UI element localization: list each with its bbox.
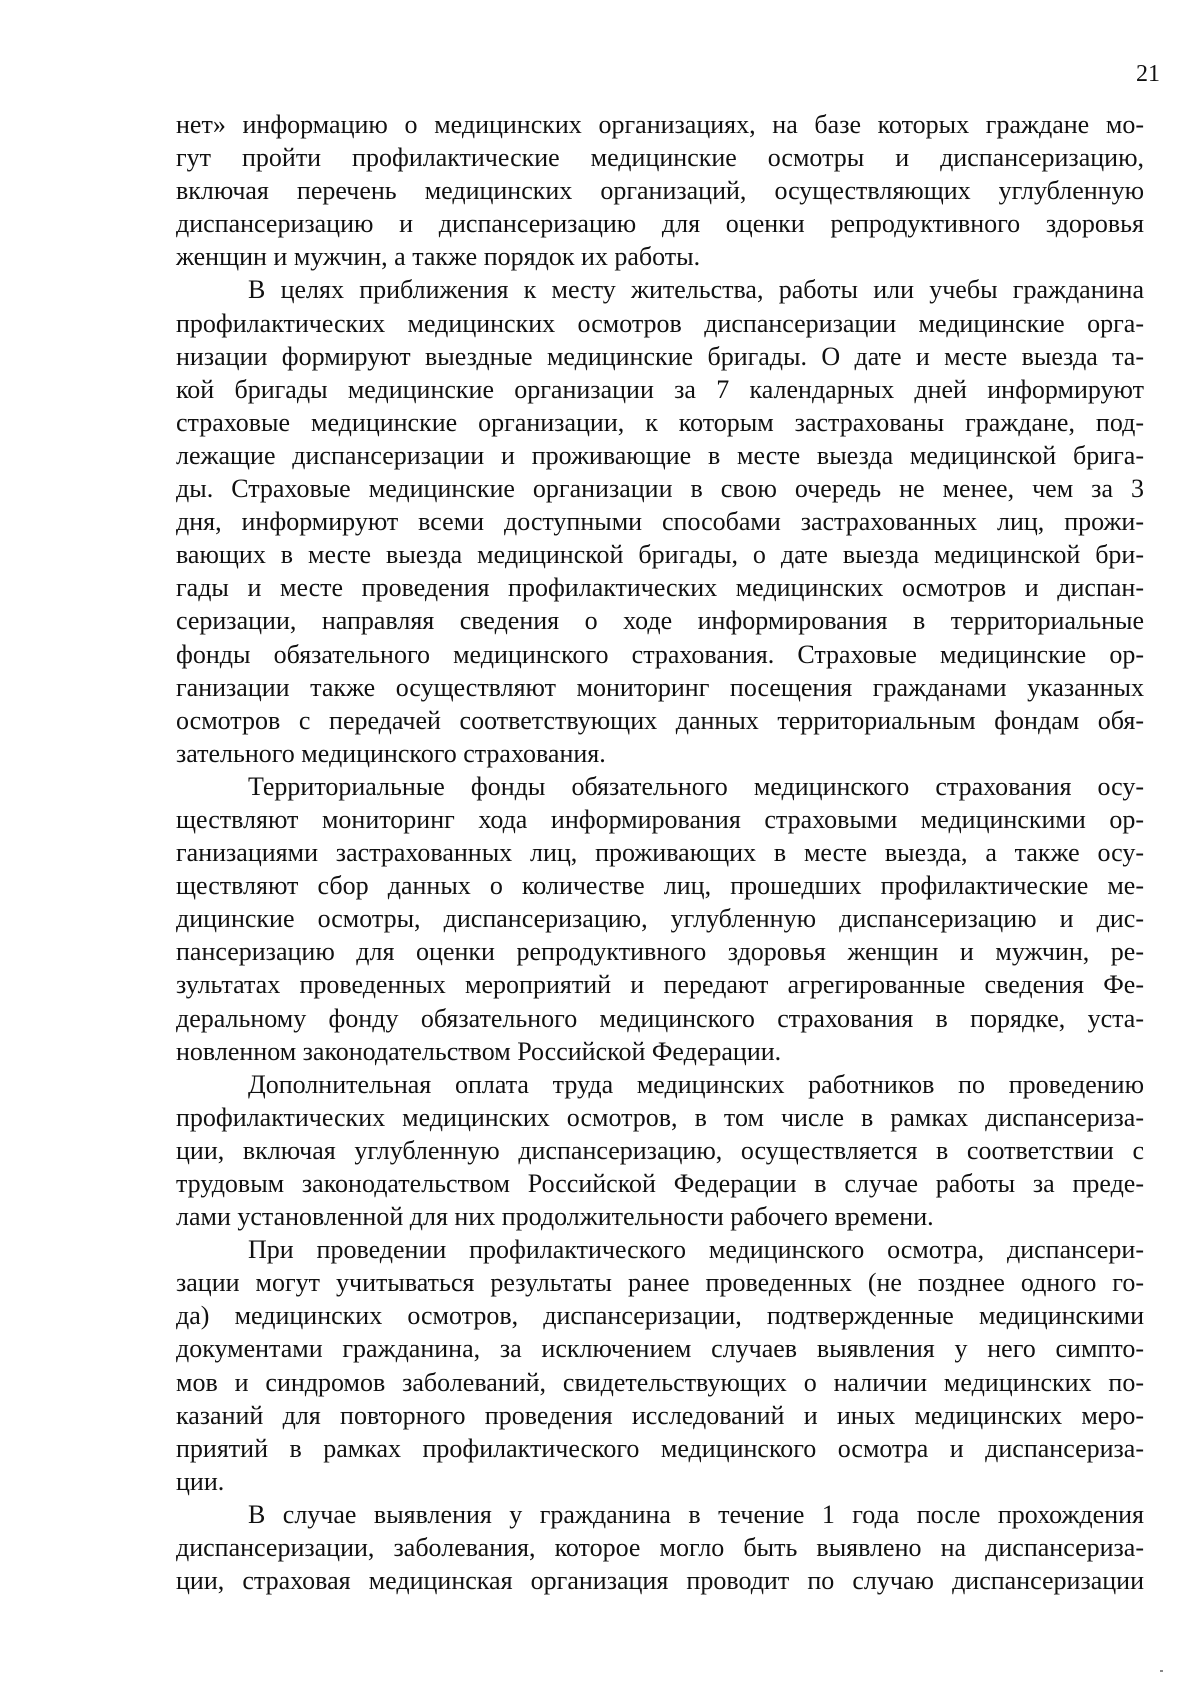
- text-line: диспансеризации, заболевания, которое могло быть выявлено на диспансериза-: [176, 1533, 1144, 1563]
- text-line: зательного медицинского страхования.: [176, 738, 606, 768]
- text-line: дицинские осмотры, диспансеризацию, углубленную диспансеризацию и дис-: [176, 904, 1144, 934]
- text-line: серизации, направляя сведения о ходе информирования в территориальные: [176, 606, 1144, 636]
- paragraph: [176, 1068, 1144, 1233]
- text-line: зультатах проведенных мероприятий и передают агрегированные сведения Фе-: [176, 970, 1144, 1000]
- text-line: да) медицинских осмотров, диспансеризации, подтвержденные медицинскими: [176, 1301, 1144, 1331]
- text-line: приятий в рамках профилактического медицинского осмотра и диспансериза-: [176, 1433, 1144, 1463]
- text-line: профилактических медицинских осмотров, в том числе в рамках диспансериза-: [176, 1102, 1144, 1132]
- text-line: включая перечень медицинских организаций, осуществляющих углубленную: [176, 176, 1144, 206]
- text-line: новленном законодательством Российской Федерации.: [176, 1036, 782, 1066]
- text-line: низации формируют выездные медицинские бригады. О дате и месте выезда та-: [176, 341, 1144, 371]
- text-line: женщин и мужчин, а также порядок их работы.: [176, 242, 701, 272]
- document-body: [176, 108, 1144, 1597]
- text-line: мов и синдромов заболеваний, свидетельствующих о наличии медицинских по-: [176, 1367, 1144, 1397]
- text-line: фонды обязательного медицинского страхования. Страховые медицинские ор-: [176, 639, 1144, 669]
- text-line: ции.: [176, 1466, 225, 1496]
- text-line: казаний для повторного проведения исследований и иных медицинских меро-: [176, 1400, 1144, 1430]
- text-line: трудовым законодательством Российской Федерации в случае работы за преде-: [176, 1169, 1144, 1198]
- text-line: гут пройти профилактические медицинские осмотры и диспансеризацию,: [176, 143, 1144, 173]
- text-line: В целях приближения к месту жительства, работы или учебы гражданина: [248, 275, 1144, 305]
- text-line: пансеризацию для оценки репродуктивного здоровья женщин и мужчин, ре-: [176, 937, 1144, 967]
- text-line: профилактических медицинских осмотров диспансеризации медицинские орга-: [176, 308, 1144, 338]
- paragraph: [176, 108, 1144, 273]
- text-line: ции, страховая медицинская организация проводит по случаю диспансеризации: [176, 1566, 1144, 1596]
- text-line: страховые медицинские организации, к которым застрахованы граждане, под-: [176, 407, 1144, 437]
- page-number: 21: [1136, 61, 1160, 87]
- text-line: ции, включая углубленную диспансеризацию, осуществляется в соответствии с: [176, 1135, 1144, 1165]
- text-line: лами установленной для них продолжительности рабочего времени.: [176, 1202, 934, 1232]
- text-line: зации могут учитываться результаты ранее проведенных (не позднее одного го-: [176, 1268, 1144, 1298]
- text-line: гады и месте проведения профилактических медицинских осмотров и диспан-: [176, 573, 1144, 603]
- scan-artifact: [1160, 1670, 1163, 1672]
- text-line: диспансеризацию и диспансеризацию для оценки репродуктивного здоровья: [176, 209, 1144, 239]
- text-line: лежащие диспансеризации и проживающие в месте выезда медицинской брига-: [176, 440, 1144, 470]
- text-line: ществляют мониторинг хода информирования страховыми медицинскими ор-: [176, 804, 1144, 834]
- text-line: ганизациями застрахованных лиц, проживающих в месте выезда, а также осу-: [176, 838, 1144, 868]
- text-line: Дополнительная оплата труда медицинских работников по проведению: [248, 1069, 1144, 1099]
- text-line: нет» информацию о медицинских организациях, на базе которых граждане мо-: [176, 110, 1144, 139]
- text-line: дня, информируют всеми доступными способами застрахованных лиц, прожи-: [176, 507, 1144, 537]
- paragraph: [176, 273, 1144, 769]
- text-line: деральному фонду обязательного медицинского страхования в порядке, уста-: [176, 1003, 1144, 1033]
- paragraph: [176, 1498, 1144, 1597]
- text-line: кой бригады медицинские организации за 7 календарных дней информируют: [176, 374, 1144, 404]
- text-line: При проведении профилактического медицинского осмотра, диспансери-: [248, 1235, 1144, 1265]
- text-line: В случае выявления у гражданина в течение 1 года после прохождения: [248, 1499, 1144, 1529]
- paragraph: [176, 770, 1144, 1068]
- text-line: осмотров с передачей соответствующих данных территориальным фондам обя-: [176, 705, 1144, 735]
- text-line: ды. Страховые медицинские организации в свою очередь не менее, чем за 3: [176, 474, 1144, 504]
- text-line: вающих в месте выезда медицинской бригады, о дате выезда медицинской бри-: [176, 540, 1144, 570]
- text-line: документами гражданина, за исключением случаев выявления у него симпто-: [176, 1334, 1144, 1364]
- text-line: ганизации также осуществляют мониторинг посещения гражданами указанных: [176, 672, 1144, 702]
- text-line: ществляют сбор данных о количестве лиц, прошедших профилактические ме-: [176, 871, 1144, 901]
- paragraph: [176, 1233, 1144, 1498]
- text-line: Территориальные фонды обязательного медицинского страхования осу-: [248, 771, 1144, 801]
